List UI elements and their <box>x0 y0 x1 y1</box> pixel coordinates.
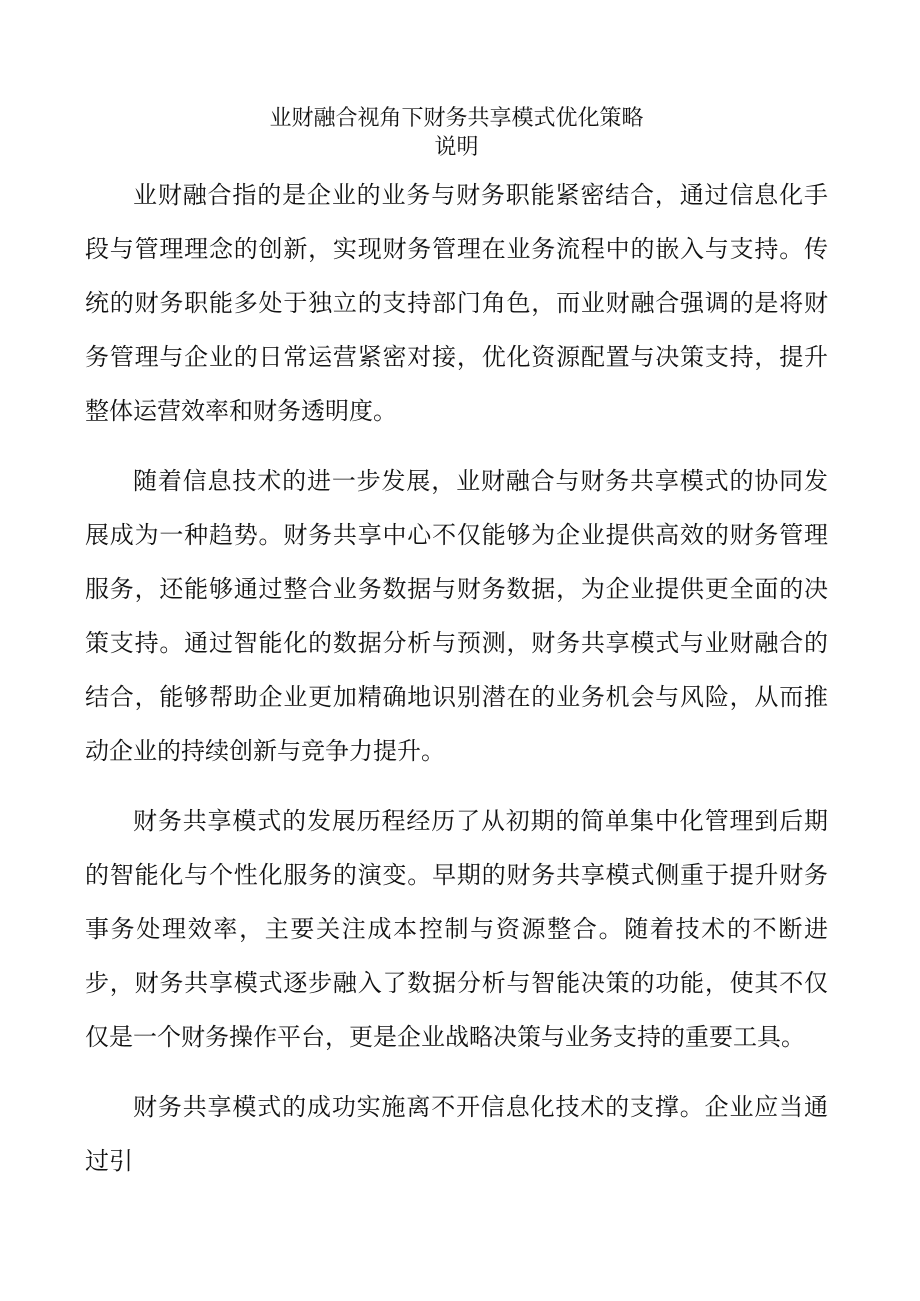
document-title: 业财融合视角下财务共享模式优化策略 <box>269 106 644 131</box>
document-subtitle: 说明 <box>434 135 479 160</box>
paragraph-2: 随着信息技术的进一步发展，业财融合与财务共享模式的协同发展成为一种趋势。财务共享中心不仅能够为企业提供高效的财务管理服务，还能够通过整合业务数据与财务数据，为企业提供更全面的决策支持。通过智能化的数据分析与预测，财务共享模式与业财融合的结合，能够帮助企业更加精确地识别潜在的业务机会与风险，从而推动企业的持续创新与竞争力提升。 <box>85 467 828 765</box>
paragraph-1: 业财融合指的是企业的业务与财务职能紧密结合，通过信息化手段与管理理念的创新，实现财务管理在业务流程中的嵌入与支持。传统的财务职能多处于独立的支持部门角色，而业财融合强调的是将财务管理与企业的日常运营紧密对接，优化资源配置与决策支持，提升整体运营效率和财务透明度。 <box>85 181 828 425</box>
paragraph-3: 财务共享模式的发展历程经历了从初期的简单集中化管理到后期的智能化与个性化服务的演变。早期的财务共享模式侧重于提升财务事务处理效率，主要关注成本控制与资源整合。随着技术的不断进步，财务共享模式逐步融入了数据分析与智能决策的功能，使其不仅仅是一个财务操作平台，更是企业战略决策与业务支持的重要工具。 <box>85 807 828 1051</box>
paragraph-4: 财务共享模式的成功实施离不开信息化技术的支撑。企业应当通过引 <box>85 1093 828 1175</box>
